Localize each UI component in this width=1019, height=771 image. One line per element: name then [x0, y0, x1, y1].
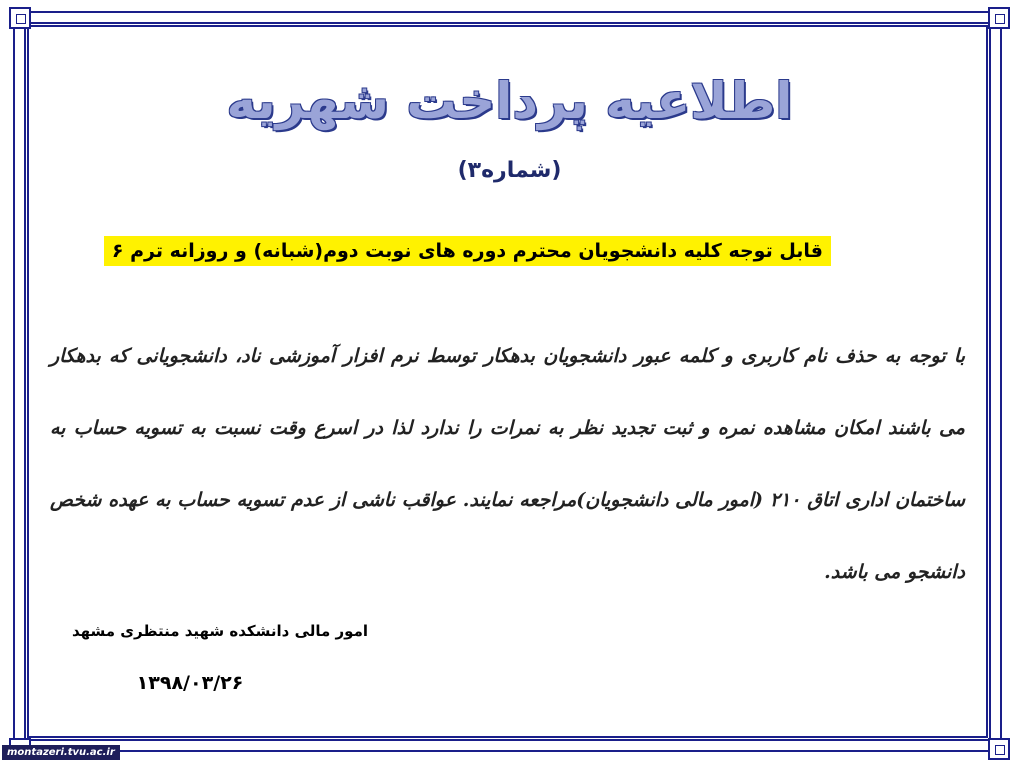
- signature: امور مالی دانشکده شهید منتظری مشهد: [71, 622, 369, 640]
- corner-ornament-top-left: [9, 7, 31, 29]
- notice-date: ۱۳۹۸/۰۳/۲۶: [136, 672, 244, 694]
- corner-ornament-bottom-right: [988, 738, 1010, 760]
- corner-ornament-top-right: [988, 7, 1010, 29]
- site-watermark: montazeri.tvu.ac.ir: [2, 745, 120, 760]
- notice-body: با توجه به حذف نام کاربری و کلمه عبور دانشجویان بدهکار توسط نرم افزار آموزشی ناد، دانشجویانی که بدهکار می باشند امکان مشاهده نمره و ثبت تجدید نظر به نمرات را ندارد لذا در اسرع وقت نسبت به تسویه حساب به ساختمان اداری اتاق ۲۱۰ (امور مالی دانشجویان)مراجعه نمایند. عواقب ناشی از عدم تسویه حساب به عهده شخص دانشجو می باشد.: [50, 345, 965, 583]
- page-title: اطلاعیه پرداخت شهریه: [226, 72, 793, 130]
- notice-number: (شماره۳): [457, 158, 562, 183]
- highlighted-notice: قابل توجه کلیه دانشجویان محترم دوره های نوبت دوم(شبانه) و روزانه ترم ۶: [104, 236, 831, 266]
